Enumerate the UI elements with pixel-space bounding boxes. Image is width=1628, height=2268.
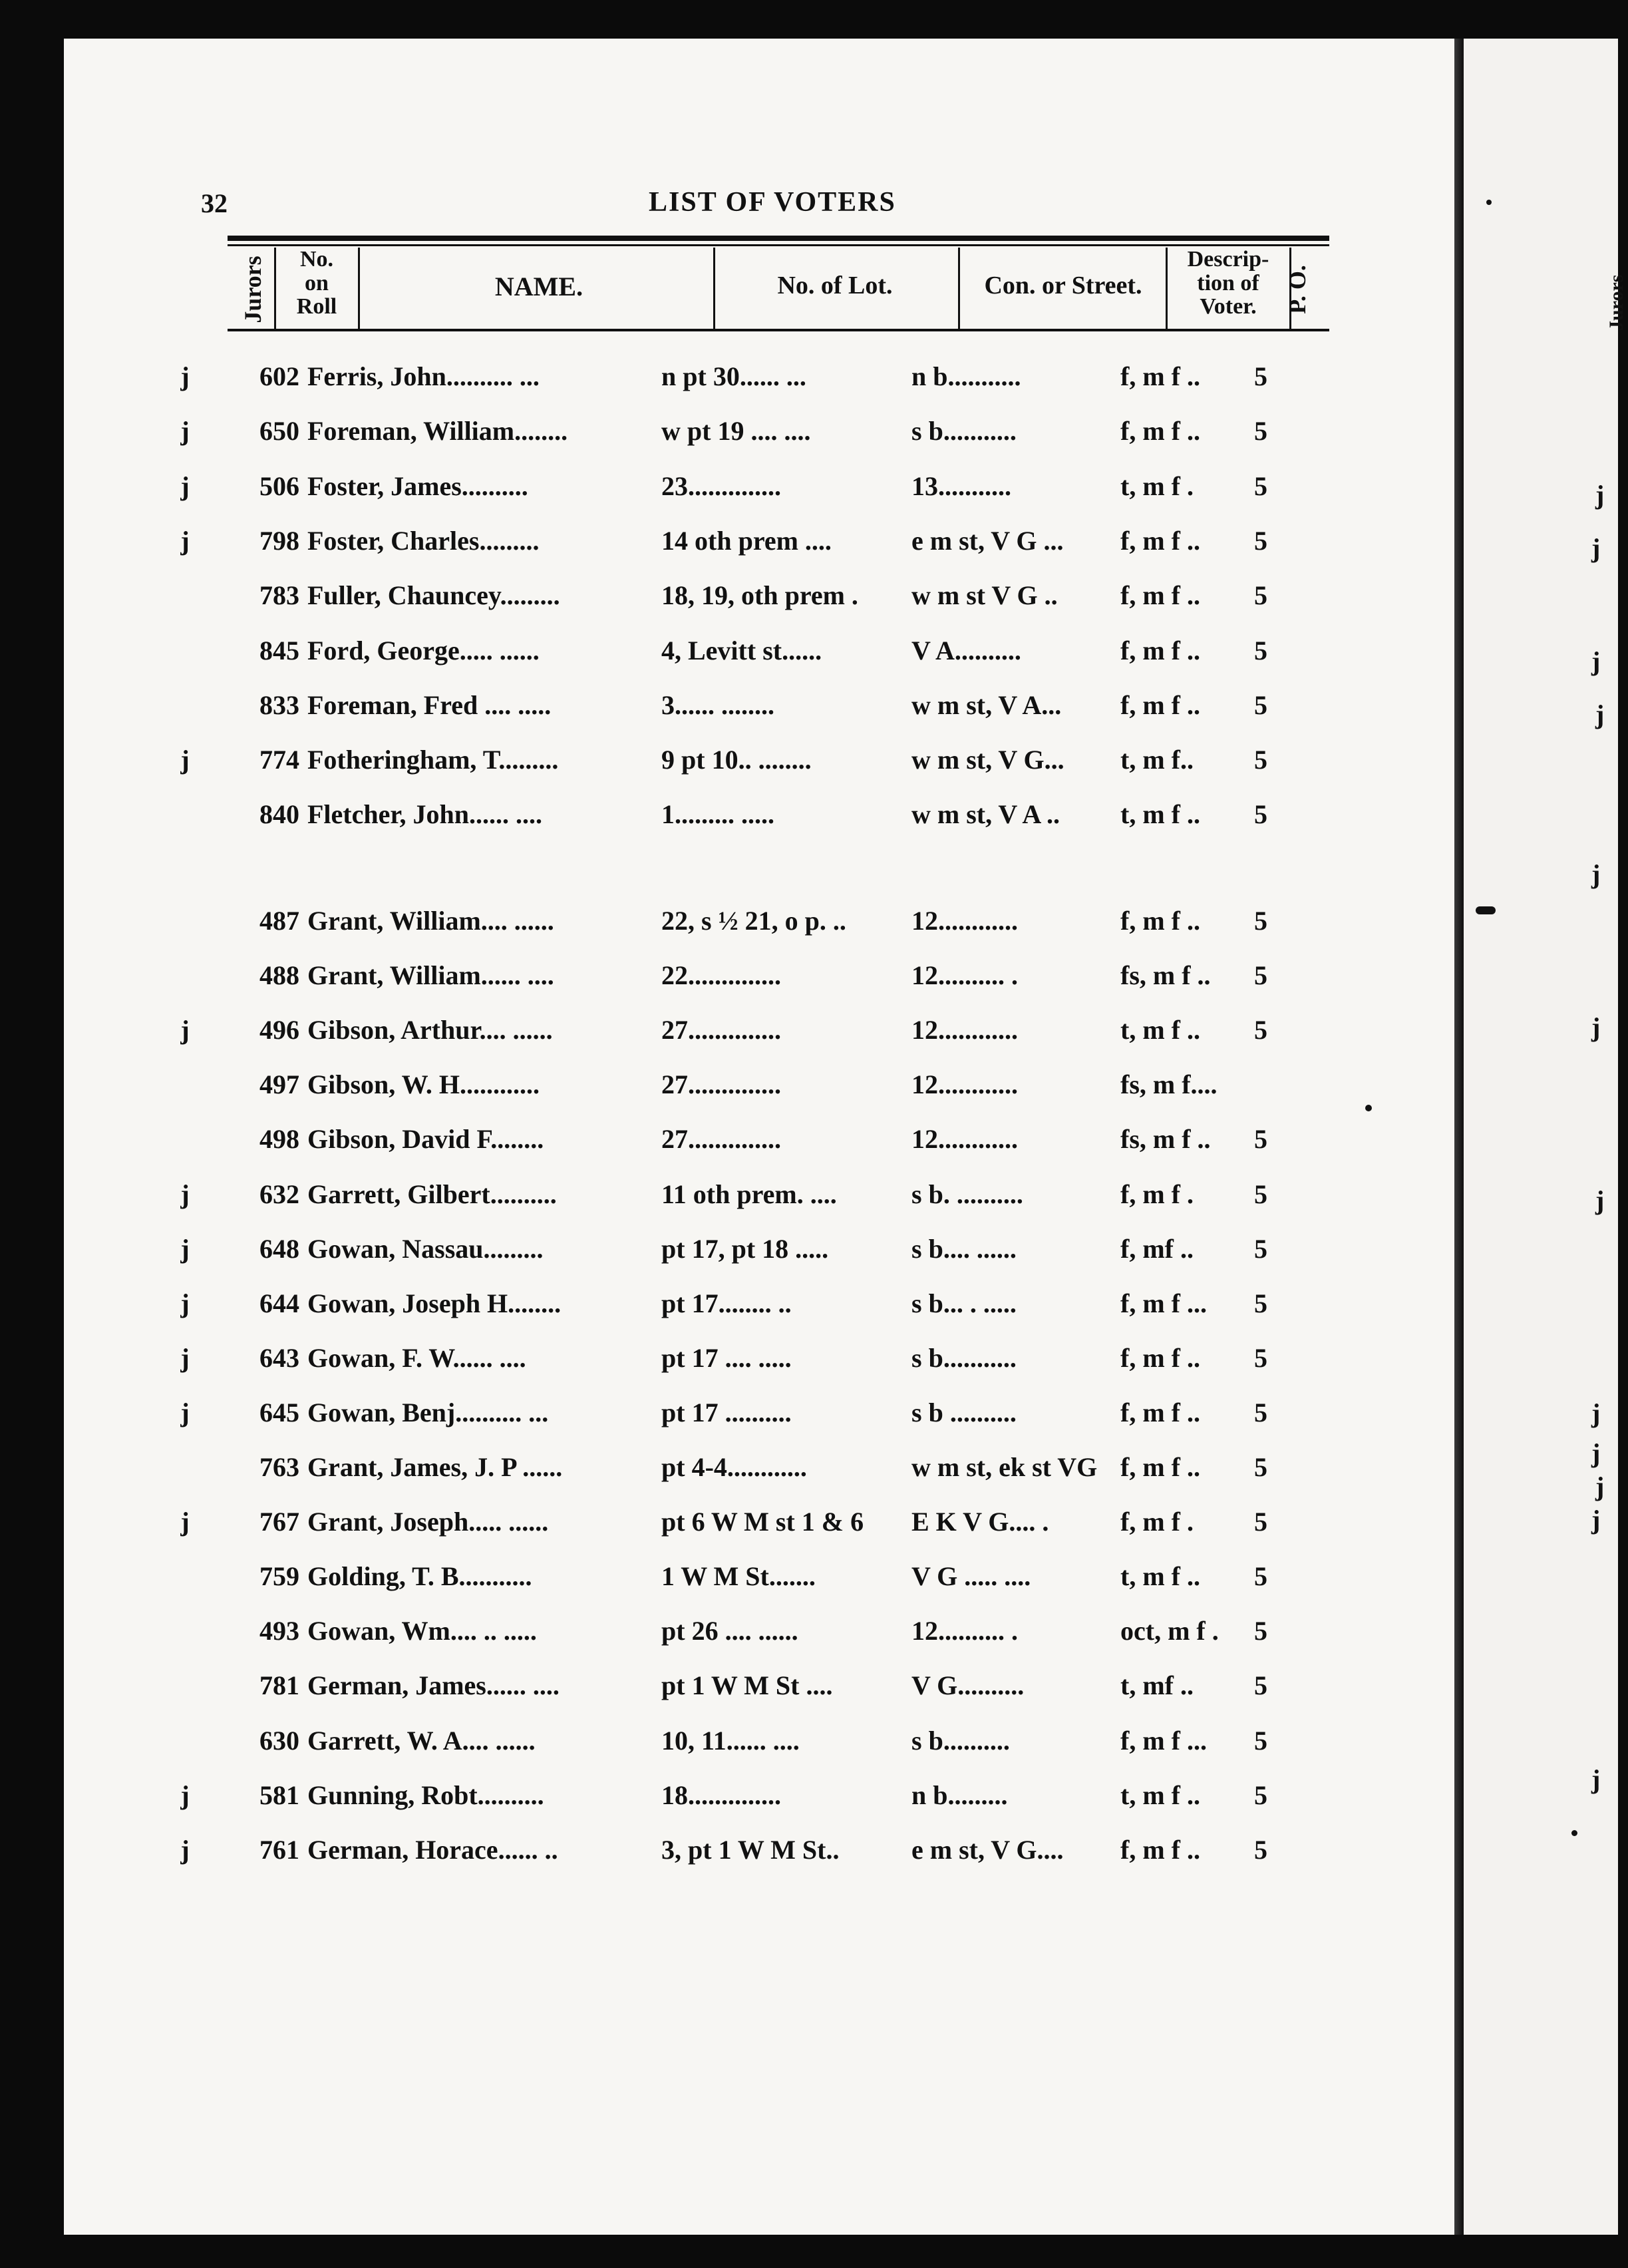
table-row (0, 580, 1397, 620)
ink-spot (1571, 1830, 1577, 1836)
header-name: NAME. (494, 272, 583, 301)
post-office: 5 (1254, 1452, 1267, 1482)
post-office: 5 (1254, 1342, 1267, 1373)
lot-number: w pt 19 .... .... (661, 416, 811, 447)
lot-number: 4, Levitt st...... (661, 635, 822, 665)
concession-street: E K V G.... . (911, 1507, 1049, 1537)
lot-number: 1......... ..... (661, 799, 774, 830)
roll-number: 648 (259, 1233, 299, 1264)
post-office: 5 (1254, 689, 1267, 720)
voter-name: Gowan, Nassau......... (307, 1233, 544, 1264)
juror-mark: j (180, 1397, 190, 1427)
juror-mark: j (180, 1179, 190, 1209)
roll-number: 845 (259, 635, 299, 665)
roll-number: 487 (259, 906, 299, 936)
voter-name: Fletcher, John...... .... (307, 799, 542, 830)
page-number: 32 (201, 188, 228, 218)
voter-description: t, m f .. (1120, 1561, 1200, 1592)
table-row (0, 1506, 1397, 1546)
juror-mark: j (180, 745, 190, 775)
voter-name: Ferris, John.......... ... (307, 361, 540, 391)
roll-number: 506 (259, 471, 299, 501)
voter-name: Gowan, F. W...... .... (307, 1342, 526, 1373)
lot-number: pt 17 .... ..... (661, 1342, 792, 1373)
roll-number: 761 (259, 1834, 299, 1865)
facing-page-juror-mark: j (1595, 480, 1605, 510)
voter-description: t, mf .. (1120, 1670, 1194, 1701)
lot-number: 9 pt 10.. ........ (661, 745, 812, 775)
voter-description: t, m f .. (1120, 1015, 1200, 1045)
voter-name: Grant, James, J. P ...... (307, 1452, 563, 1482)
juror-mark: j (180, 1507, 190, 1537)
voter-description: f, m f .. (1120, 1834, 1200, 1865)
concession-street: s b .......... (911, 1397, 1017, 1427)
lot-number: 18, 19, oth prem . (661, 580, 858, 611)
header-roll-line: No. (299, 247, 334, 272)
concession-street: w m st, V A... (911, 689, 1062, 720)
voter-name: Fotheringham, T......... (307, 745, 559, 775)
facing-page-juror-mark: j (1591, 1398, 1601, 1428)
table-row (0, 1451, 1397, 1491)
table-row (0, 1615, 1397, 1655)
voter-name: Foreman, William........ (307, 416, 568, 447)
voter-name: Foreman, Fred .... ..... (307, 689, 552, 720)
page-title: LIST OF VOTERS (649, 187, 896, 218)
post-office: 5 (1254, 1233, 1267, 1264)
juror-mark: j (180, 471, 190, 501)
table-row (0, 1288, 1397, 1328)
voter-description: f, m f .. (1120, 416, 1200, 447)
lot-number: 18.............. (661, 1780, 781, 1810)
table-row (0, 635, 1397, 675)
post-office: 5 (1254, 1670, 1267, 1701)
voter-description: fs, m f .. (1120, 1124, 1211, 1155)
voter-name: Grant, William...... .... (307, 960, 554, 991)
facing-page-juror-mark: j (1591, 646, 1601, 676)
post-office: 5 (1254, 1179, 1267, 1209)
concession-street: 12............ (911, 1015, 1018, 1045)
juror-mark: j (180, 1780, 190, 1810)
voter-name: Gibson, Arthur.... ...... (307, 1015, 553, 1045)
voter-name: Grant, Joseph..... ...... (307, 1507, 549, 1537)
roll-number: 798 (259, 525, 299, 556)
juror-mark: j (180, 525, 190, 556)
lot-number: 10, 11...... .... (661, 1725, 800, 1756)
table-row (0, 799, 1397, 839)
roll-number: 781 (259, 1670, 299, 1701)
concession-street: 13........... (911, 471, 1011, 501)
facing-page-juror-mark: j (1591, 1764, 1601, 1794)
juror-mark: j (180, 1342, 190, 1373)
header-con: Con. or Street. (984, 272, 1142, 299)
roll-number: 759 (259, 1561, 299, 1592)
table-row (0, 471, 1397, 510)
table-row (0, 905, 1397, 945)
voter-name: Garrett, W. A.... ...... (307, 1725, 536, 1756)
concession-street: n b........... (911, 361, 1021, 391)
header-description-line: Voter. (1200, 294, 1257, 319)
concession-street: w m st, ek st VG (911, 1452, 1098, 1482)
header-lot: No. of Lot. (777, 272, 893, 299)
post-office: 5 (1254, 799, 1267, 830)
voter-name: Golding, T. B........... (307, 1561, 532, 1592)
roll-number: 643 (259, 1342, 299, 1373)
concession-street: e m st, V G ... (911, 525, 1064, 556)
concession-street: n b......... (911, 1780, 1008, 1810)
concession-street: e m st, V G.... (911, 1834, 1064, 1865)
roll-number: 496 (259, 1015, 299, 1045)
post-office: 5 (1254, 906, 1267, 936)
facing-page-juror-mark: j (1591, 533, 1601, 563)
voter-name: Gibson, David F........ (307, 1124, 544, 1155)
voter-name: Gunning, Robt.......... (307, 1780, 544, 1810)
concession-street: w m st, V A .. (911, 799, 1060, 830)
voter-description: f, m f ... (1120, 1288, 1207, 1318)
voter-name: Gowan, Benj.......... ... (307, 1397, 549, 1427)
post-office: 5 (1254, 471, 1267, 501)
roll-number: 644 (259, 1288, 299, 1318)
post-office: 5 (1254, 635, 1267, 665)
lot-number: 14 oth prem .... (661, 525, 832, 556)
lot-number: 27.............. (661, 1015, 781, 1045)
table-row (0, 1123, 1397, 1163)
post-office: 5 (1254, 1124, 1267, 1155)
juror-mark: j (180, 1834, 190, 1865)
concession-street: s b.... ...... (911, 1233, 1017, 1264)
post-office: 5 (1254, 1780, 1267, 1810)
table-row (0, 415, 1397, 455)
roll-number: 650 (259, 416, 299, 447)
lot-number: 3...... ........ (661, 689, 774, 720)
voter-description: t, m f.. (1120, 745, 1194, 775)
facing-page-juror-mark: j (1591, 1505, 1601, 1535)
roll-number: 488 (259, 960, 299, 991)
table-row (0, 1397, 1397, 1437)
table-row (0, 744, 1397, 784)
voter-description: fs, m f.... (1120, 1069, 1218, 1100)
voter-description: f, m f .. (1120, 689, 1200, 720)
juror-mark: j (180, 1233, 190, 1264)
voter-description: t, m f .. (1120, 1780, 1200, 1810)
concession-street: s b........... (911, 1342, 1017, 1373)
concession-street: V G ..... .... (911, 1561, 1031, 1592)
roll-number: 630 (259, 1725, 299, 1756)
table-row (0, 1014, 1397, 1054)
header-roll-line: on (305, 270, 329, 295)
voter-description: f, mf .. (1120, 1233, 1194, 1264)
concession-street: 12............ (911, 1124, 1018, 1155)
lot-number: 1 W M St....... (661, 1561, 816, 1592)
facing-page-juror-mark: j (1595, 699, 1605, 729)
facing-page-header: Jurors (1605, 274, 1627, 331)
table-row (0, 1342, 1397, 1382)
juror-mark: j (180, 1015, 190, 1045)
post-office: 5 (1254, 580, 1267, 611)
facing-page-juror-mark: j (1595, 1471, 1605, 1501)
roll-number: 645 (259, 1397, 299, 1427)
lot-number: 27.............. (661, 1124, 781, 1155)
header-description-line: Descrip- (1187, 247, 1269, 272)
voter-description: f, m f .. (1120, 906, 1200, 936)
post-office: 5 (1254, 1015, 1267, 1045)
concession-street: 12............ (911, 906, 1018, 936)
voter-name: Gowan, Wm.... .. ..... (307, 1616, 537, 1646)
voter-description: f, m f .. (1120, 1397, 1200, 1427)
table-row (0, 1670, 1397, 1710)
voter-name: Gibson, W. H............ (307, 1069, 540, 1100)
facing-page-juror-mark: j (1591, 1438, 1601, 1468)
roll-number: 774 (259, 745, 299, 775)
voter-name: Foster, James.......... (307, 471, 528, 501)
voter-description: f, m f .. (1120, 361, 1200, 391)
voter-description: f, m f .. (1120, 525, 1200, 556)
voter-description: f, m f ... (1120, 1725, 1207, 1756)
concession-street: w m st V G .. (911, 580, 1058, 611)
voter-description: f, m f . (1120, 1179, 1194, 1209)
roll-number: 497 (259, 1069, 299, 1100)
concession-street: 12............ (911, 1069, 1018, 1100)
header-po: P. O. (1284, 265, 1311, 314)
post-office: 5 (1254, 1288, 1267, 1318)
voter-name: German, Horace...... .. (307, 1834, 558, 1865)
post-office: 5 (1254, 960, 1267, 991)
post-office: 5 (1254, 1397, 1267, 1427)
header-jurors: Jurors (240, 256, 266, 323)
roll-number: 498 (259, 1124, 299, 1155)
table-row (0, 1780, 1397, 1819)
concession-street: w m st, V G... (911, 745, 1064, 775)
table-row (0, 1233, 1397, 1273)
roll-number: 632 (259, 1179, 299, 1209)
lot-number: pt 17, pt 18 ..... (661, 1233, 829, 1264)
post-office: 5 (1254, 745, 1267, 775)
voter-description: t, m f . (1120, 471, 1194, 501)
concession-street: s b........... (911, 416, 1017, 447)
juror-mark: j (180, 416, 190, 447)
table-row (0, 1725, 1397, 1765)
voter-description: oct, m f . (1120, 1616, 1219, 1646)
lot-number: 11 oth prem. .... (661, 1179, 837, 1209)
voter-name: Garrett, Gilbert.......... (307, 1179, 557, 1209)
voter-name: Ford, George..... ...... (307, 635, 540, 665)
lot-number: 27.............. (661, 1069, 781, 1100)
post-office: 5 (1254, 525, 1267, 556)
voter-description: f, m f .. (1120, 580, 1200, 611)
post-office: 5 (1254, 416, 1267, 447)
voter-name: German, James...... .... (307, 1670, 560, 1701)
post-office: 5 (1254, 1561, 1267, 1592)
ink-spot (1476, 906, 1496, 914)
roll-number: 767 (259, 1507, 299, 1537)
ink-spot (1486, 200, 1492, 205)
post-office: 5 (1254, 1507, 1267, 1537)
lot-number: 22.............. (661, 960, 781, 991)
concession-street: V A.......... (911, 635, 1021, 665)
post-office: 5 (1254, 1725, 1267, 1756)
table-row (0, 689, 1397, 729)
concession-street: s b.......... (911, 1725, 1010, 1756)
voter-name: Gowan, Joseph H........ (307, 1288, 562, 1318)
facing-page-juror-mark: j (1591, 859, 1601, 889)
roll-number: 763 (259, 1452, 299, 1482)
lot-number: pt 17........ .. (661, 1288, 792, 1318)
voter-description: f, m f . (1120, 1507, 1194, 1537)
facing-page-juror-mark: j (1591, 1012, 1601, 1042)
lot-number: pt 26 .... ...... (661, 1616, 798, 1646)
facing-page-juror-mark: j (1595, 1185, 1605, 1215)
voter-name: Fuller, Chauncey......... (307, 580, 560, 611)
header-description-line: tion of (1197, 270, 1259, 295)
voter-name: Grant, William.... ...... (307, 906, 554, 936)
concession-street: V G.......... (911, 1670, 1025, 1701)
lot-number: 22, s ½ 21, o p. .. (661, 906, 846, 936)
concession-street: s b... . ..... (911, 1288, 1017, 1318)
juror-mark: j (180, 361, 190, 391)
table-row (0, 525, 1397, 565)
lot-number: pt 1 W M St .... (661, 1670, 833, 1701)
table-row (0, 1069, 1397, 1109)
concession-street: 12.......... . (911, 960, 1018, 991)
table-row (0, 1834, 1397, 1874)
lot-number: 23.............. (661, 471, 781, 501)
lot-number: n pt 30...... ... (661, 361, 806, 391)
voter-description: t, m f .. (1120, 799, 1200, 830)
roll-number: 581 (259, 1780, 299, 1810)
lot-number: 3, pt 1 W M St.. (661, 1834, 840, 1865)
voter-description: fs, m f .. (1120, 960, 1211, 991)
lot-number: pt 17 .......... (661, 1397, 792, 1427)
table-row (0, 1561, 1397, 1601)
lot-number: pt 6 W M st 1 & 6 (661, 1507, 864, 1537)
table-row (0, 1179, 1397, 1219)
post-office: 5 (1254, 1834, 1267, 1865)
concession-street: s b. .......... (911, 1179, 1023, 1209)
post-office: 5 (1254, 361, 1267, 391)
table-row (0, 361, 1397, 401)
roll-number: 783 (259, 580, 299, 611)
table-row (0, 960, 1397, 1000)
voter-name: Foster, Charles......... (307, 525, 540, 556)
voter-description: f, m f .. (1120, 1342, 1200, 1373)
lot-number: pt 4-4............ (661, 1452, 807, 1482)
ink-spot (1365, 1105, 1372, 1111)
concession-street: 12.......... . (911, 1616, 1018, 1646)
roll-number: 493 (259, 1616, 299, 1646)
roll-number: 833 (259, 689, 299, 720)
juror-mark: j (180, 1288, 190, 1318)
roll-number: 602 (259, 361, 299, 391)
header-roll-line: Roll (296, 294, 337, 319)
facing-page-edge (1464, 39, 1618, 2235)
post-office: 5 (1254, 1616, 1267, 1646)
voter-description: f, m f .. (1120, 635, 1200, 665)
roll-number: 840 (259, 799, 299, 830)
voter-description: f, m f .. (1120, 1452, 1200, 1482)
